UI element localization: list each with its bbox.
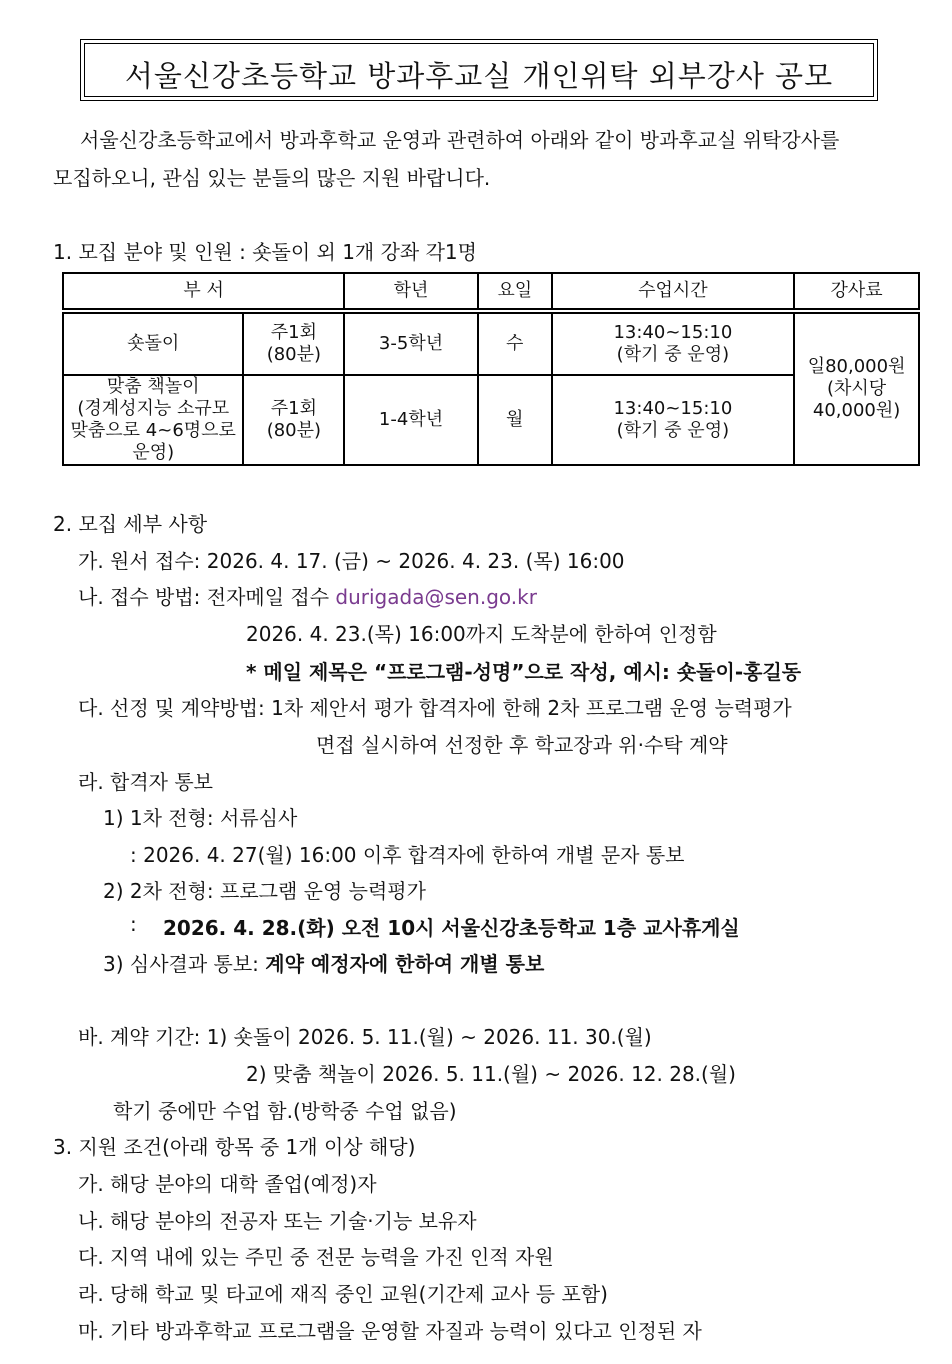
schedule-table [62, 272, 920, 466]
list-item: 다. 지역 내에 있는 주민 중 전문 능력을 가진 인적 자원 [78, 1245, 554, 1269]
item-c-line2: 면접 실시하여 선정한 후 학교장과 위·수탁 계약 [316, 733, 728, 757]
header-time: 수업시간 [552, 273, 795, 309]
title-box [80, 39, 878, 101]
item-d3: 3) 심사결과 통보: 계약 예정자에 한하여 개별 통보 [103, 952, 545, 976]
section1-heading: 1. 모집 분야 및 인원 : 숏돌이 외 1개 강좌 각1명 [53, 240, 477, 264]
list-item: 나. 해당 분야의 전공자 또는 기술·기능 보유자 [78, 1209, 477, 1233]
item-d2: 2) 2차 전형: 프로그램 운영 능력평가 [103, 879, 426, 903]
list-item: 가. 해당 분야의 대학 졸업(예정)자 [78, 1172, 377, 1196]
section2-heading: 2. 모집 세부 사항 [53, 512, 208, 536]
table-header-row [63, 273, 919, 309]
item-b: 나. 접수 방법: 전자메일 접수 durigada@sen.go.kr [78, 585, 537, 609]
intro-line-1: 서울신강초등학교에서 방과후학교 운영과 관련하여 아래와 같이 방과후교실 위탁강사를 [80, 128, 840, 152]
item-d1-detail: : 2026. 4. 27(월) 16:00 이후 합격자에 한하여 개별 문자 통보 [130, 843, 685, 867]
row2-time: 13:40~15:10 (학기 중 운영) [552, 375, 795, 465]
item-d2-detail: 2026. 4. 28.(화) 오전 10시 서울신강초등학교 1층 교사휴게실 [163, 916, 740, 940]
header-day: 요일 [478, 273, 552, 309]
table-row [63, 375, 919, 465]
header-dept: 부 서 [63, 273, 344, 309]
intro-line-2: 모집하오니, 관심 있는 분들의 많은 지원 바랍니다. [53, 166, 491, 190]
item-d1: 1) 1차 전형: 서류심사 [103, 806, 298, 830]
item-b-line2: 2026. 4. 23.(목) 16:00까지 도착분에 한하여 인정함 [246, 622, 717, 646]
item-c-line1: 다. 선정 및 계약방법: 1차 제안서 평가 합격자에 한해 2차 프로그램 운영 능력평가 [78, 696, 792, 720]
item-d2-colon: : [130, 912, 137, 936]
row2-day: 월 [478, 375, 552, 465]
section3-heading: 3. 지원 조건(아래 항목 중 1개 이상 해당) [53, 1135, 416, 1159]
row2-grade: 1-4학년 [344, 375, 478, 465]
item-e-line2: 2) 맞춤 책놀이 2026. 5. 11.(월) ~ 2026. 12. 28.(월) [246, 1062, 736, 1086]
row1-freq: 주1회 (80분) [243, 313, 344, 375]
header-grade: 학년 [344, 273, 478, 309]
item-b-note: * 메일 제목은 “프로그램-성명”으로 작성, 예시: 숏돌이-홍길동 [246, 660, 802, 684]
page-title: 서울신강초등학교 방과후교실 개인위탁 외부강사 공모 [124, 59, 834, 93]
item-e-line1: 바. 계약 기간: 1) 숏돌이 2026. 5. 11.(월) ~ 2026. 11. 30.(월) [78, 1025, 652, 1049]
item-a: 가. 원서 접수: 2026. 4. 17. (금) ~ 2026. 4. 23. (목) 16:00 [78, 549, 625, 573]
table-row [63, 313, 919, 375]
list-item: 라. 당해 학교 및 타교에 재직 중인 교원(기간제 교사 등 포함) [78, 1282, 608, 1306]
row1-dept: 숏돌이 [63, 313, 243, 375]
row1-time: 13:40~15:10 (학기 중 운영) [552, 313, 795, 375]
item-e-line3: 학기 중에만 수업 함.(방학중 수업 없음) [113, 1099, 457, 1123]
fee-cell: 일80,000원 (차시당 40,000원) [794, 313, 919, 465]
item-d: 라. 합격자 통보 [78, 770, 213, 794]
row1-day: 수 [478, 313, 552, 375]
header-fee: 강사료 [794, 273, 919, 309]
row1-grade: 3-5학년 [344, 313, 478, 375]
row2-dept: 맞춤 책놀이 (경계성지능 소규모 맞춤으로 4~6명으로 운영) [63, 375, 243, 465]
email-link[interactable]: durigada@sen.go.kr [335, 585, 537, 609]
list-item: 마. 기타 방과후학교 프로그램을 운영할 자질과 능력이 있다고 인정된 자 [78, 1319, 702, 1343]
row2-freq: 주1회 (80분) [243, 375, 344, 465]
